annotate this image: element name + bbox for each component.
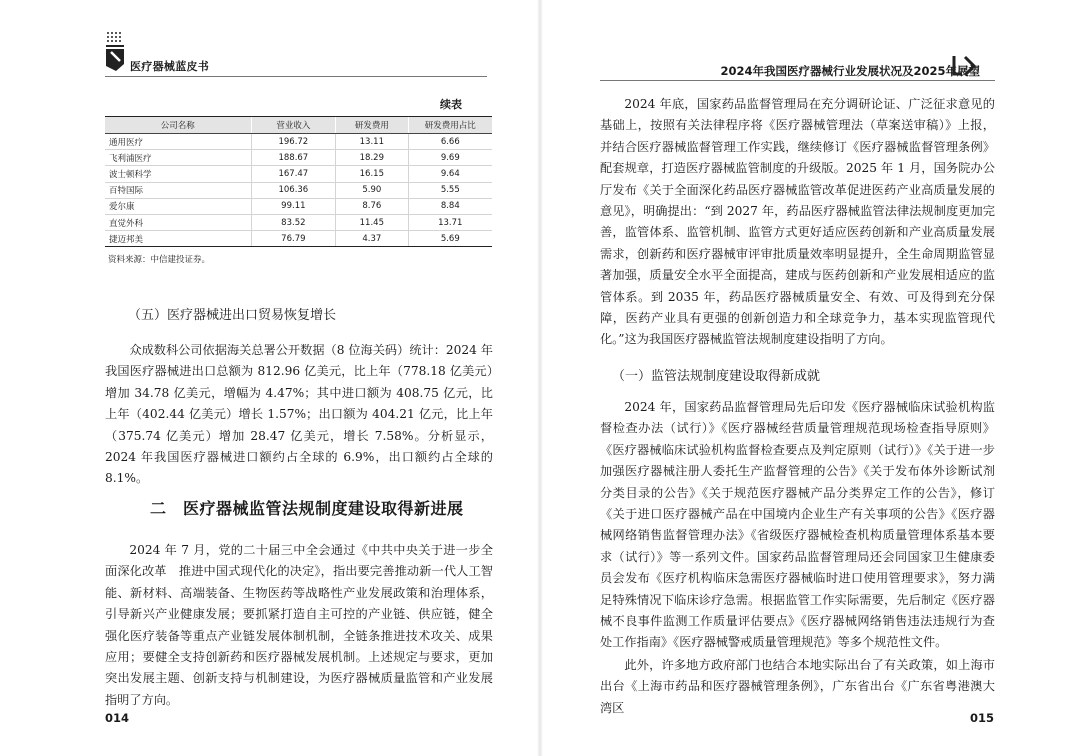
subheading-achievements: （一）监管法规制度建设取得新成就 bbox=[612, 369, 821, 384]
table-cell: 76.79 bbox=[251, 231, 335, 247]
column-header-revenue: 营业收入 bbox=[251, 117, 335, 134]
paragraph-trade: 众成数科公司依据海关总署公开数据（8 位海关码）统计：2024 年我国医疗器械进出口总额为 812.96 亿美元，比上年（778.18 亿美元）增加 34.78 亿美元，增幅为 4.47%；其中进口额为 408.75 亿元，比上年（402.44 亿美元）增长 1.57%；出口额为 404.21 亿元，比上年（375.74 亿美元）增加 28.47 亿美元，增长 7.58%。分析显示，2024 年我国医疗器械进口额约占全球的 6.9%，出口额约占全球的 8.1%。 bbox=[105, 343, 493, 486]
section-heading: 二 医疗器械监管法规制度建设取得新进展 bbox=[150, 499, 464, 518]
table-continued-label: 续表 bbox=[440, 98, 462, 111]
column-header-rd-expense: 研发费用 bbox=[336, 117, 409, 134]
table-header-row bbox=[105, 117, 492, 134]
table-cell: 188.67 bbox=[251, 150, 335, 166]
table-cell: 5.55 bbox=[408, 182, 492, 198]
table-row bbox=[105, 150, 492, 166]
table-cell: 167.47 bbox=[251, 166, 335, 182]
table-cell-company: 飞利浦医疗 bbox=[105, 150, 251, 166]
table-cell: 8.84 bbox=[408, 198, 492, 214]
table-cell: 16.15 bbox=[336, 166, 409, 182]
table-cell-company: 百特国际 bbox=[105, 182, 251, 198]
table-cell: 5.69 bbox=[408, 231, 492, 247]
table-cell: 8.76 bbox=[336, 198, 409, 214]
table-cell: 18.29 bbox=[336, 150, 409, 166]
table-cell: 9.64 bbox=[408, 166, 492, 182]
table-row bbox=[105, 214, 492, 230]
table-cell: 99.11 bbox=[251, 198, 335, 214]
table-cell: 9.69 bbox=[408, 150, 492, 166]
page-number-left: 014 bbox=[105, 711, 130, 725]
table-cell: 13.71 bbox=[408, 214, 492, 230]
table-cell: 6.66 bbox=[408, 134, 492, 150]
table-cell: 196.72 bbox=[251, 134, 335, 150]
table-row bbox=[105, 166, 492, 182]
header-rule bbox=[105, 76, 487, 77]
table-cell: 11.45 bbox=[336, 214, 409, 230]
subheading-trade: （五）医疗器械进出口贸易恢复增长 bbox=[128, 308, 337, 323]
series-name: 医疗器械蓝皮书 bbox=[130, 60, 210, 73]
table-row bbox=[105, 182, 492, 198]
table-cell: 106.36 bbox=[251, 182, 335, 198]
table-cell-company: 直觉外科 bbox=[105, 214, 251, 230]
table-cell: 83.52 bbox=[251, 214, 335, 230]
paragraph-local-policies: 此外，许多地方政府部门也结合本地实际出台了有关政策，如上海市出台《上海市药品和医疗器械管理条例》，广东省出台《广东省粤港澳大湾区 bbox=[600, 658, 995, 715]
page-number-right: 015 bbox=[970, 711, 995, 725]
table-cell-company: 通用医疗 bbox=[105, 134, 251, 150]
header-rule bbox=[600, 80, 995, 81]
paragraph-plenum: 2024 年 7 月，党的二十届三中全会通过《中共中央关于进一步全面深化改革 推进中国式现代化的决定》，指出要完善推动新一代人工智能、新材料、高端装备、生物医药等战略性产业发展政策和治理体系，引导新兴产业健康发展；要抓紧打造自主可控的产业链、供应链，健全强化医疗装备等重点产业链发展体制机制，全链条推进技术攻关、成果应用；要健全支持创新药和医疗器械发展机制。上述规定与要求，更加突出发展主题、创新支持与机制建设，为医疗器械质量监管和产业发展指明了方向。 bbox=[105, 543, 493, 707]
table-row bbox=[105, 231, 492, 247]
chapter-mark-icon bbox=[950, 54, 980, 78]
table-cell-company: 捷迈邦美 bbox=[105, 231, 251, 247]
table-row bbox=[105, 198, 492, 214]
table-cell: 13.11 bbox=[336, 134, 409, 150]
table-cell-company: 爱尔康 bbox=[105, 198, 251, 214]
book-series-logo-icon bbox=[105, 30, 127, 72]
running-head: 2024年我国医疗器械行业发展状况及2025年展望 bbox=[720, 64, 980, 78]
paragraph-regulation: 2024 年底，国家药品监督管理局在充分调研论证、广泛征求意见的基础上，按照有关法律程序将《医疗器械管理法（草案送审稿）》上报，并结合医疗器械监督管理工作实践，继续修订《医疗器械监督管理条例》配套规章，打造医疗器械监管制度的升级版。2025 年 1 月，国务院办公厅发布《关于全面深化药品医疗器械监管改革促进医药产业高质量发展的意见》，明确提出：“到 2027 年，药品医疗器械监管法律法规制度更加完善，监管体系、监管机制、监管方式更好适应医药创新和产业高质量发展需求，创新药和医疗器械审评审批质量效率明显提升，全生命周期监管显著加强，质量安全水平全面提高，建成与医药创新和产业发展相适应的监管体系。到 2035 年，药品医疗器械质量安全、有效、可及得到充分保障，医药产业具有更强的创新创造力和全球竞争力，基本实现监管现代化。”这为我国医疗器械监管法规制度建设指明了方向。 bbox=[600, 97, 995, 347]
paragraph-achievements: 2024 年，国家药品监督管理局先后印发《医疗器械临床试验机构监督检查办法（试行）》《医疗器械经营质量管理规范现场检查指导原则》《医疗器械临床试验机构监督检查要点及判定原则（试行）》《关于进一步加强医疗器械注册人委托生产监督管理的公告》《关于发布体外诊断试剂分类目录的公告》《关于规范医疗器械产品分类界定工作的公告》，修订《关于进口医疗器械产品在中国境内企业生产有关事项的公告》《医疗器械网络销售监督管理办法》《省级医疗器械检查机构质量管理体系基本要求（试行）》等一系列文件。国家药品监督管理局还会同国家卫生健康委员会发布《医疗机构临床急需医疗器械临时进口使用管理要求》，努力满足特殊情况下临床诊疗急需。根据监管工作实际需要，先后制定《医疗器械不良事件监测工作质量评估要点》《医疗器械网络销售违法违规行为查处工作指南》《医疗器械警戒质量管理规范》等多个规范性文件。 bbox=[600, 400, 995, 650]
column-header-rd-ratio: 研发费用占比 bbox=[408, 117, 492, 134]
table-cell: 4.37 bbox=[336, 231, 409, 247]
right-page bbox=[540, 0, 1080, 756]
column-header-company: 公司名称 bbox=[105, 117, 251, 134]
table-cell-company: 波士顿科学 bbox=[105, 166, 251, 182]
table-cell: 5.90 bbox=[336, 182, 409, 198]
table-row bbox=[105, 134, 492, 150]
table-source-note: 资料来源：中信建投证券。 bbox=[108, 255, 211, 265]
company-rd-table bbox=[105, 116, 492, 247]
